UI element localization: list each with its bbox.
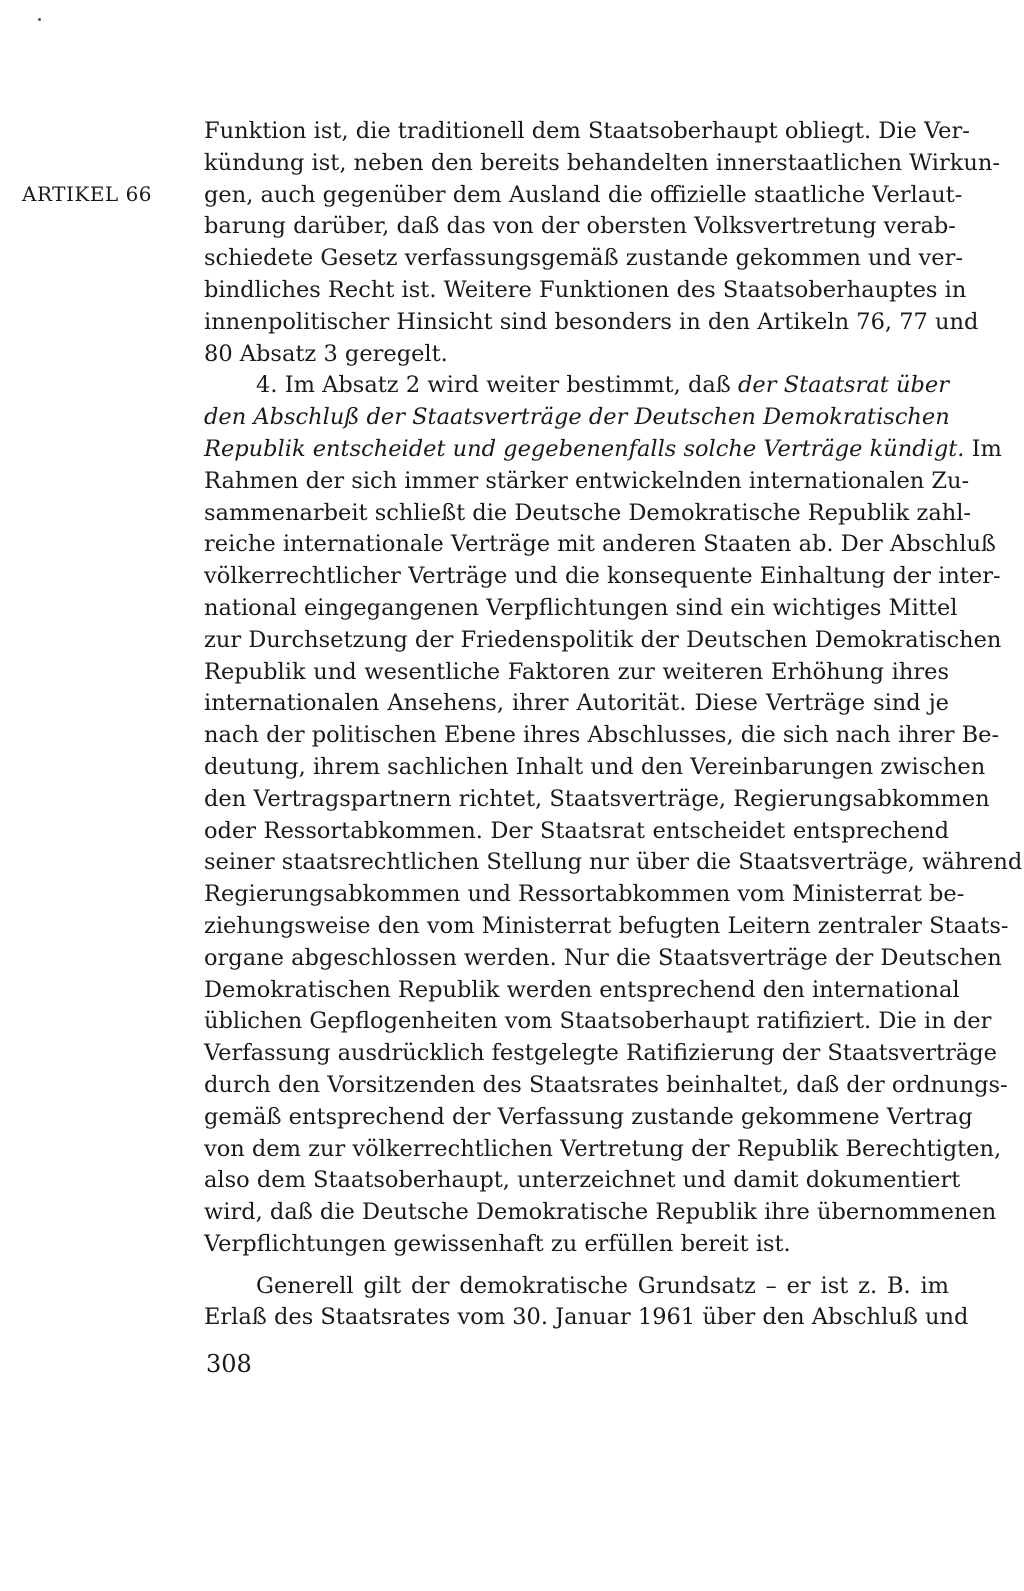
text-segment: 80 Absatz 3 geregelt. <box>204 340 448 367</box>
text-line <box>204 498 972 530</box>
text-segment: Erlaß des Staatsrates vom 30. Januar 1961 über den Abschluß und <box>204 1304 969 1331</box>
text-line <box>204 402 949 434</box>
page-number: 308 <box>206 1350 252 1378</box>
italic-text-segment: der Staatsrat über <box>738 372 950 399</box>
text-segment: nach der politischen Ebene ihres Abschlusses, die sich nach ihrer Be- <box>204 722 1000 749</box>
text-segment: organe abgeschlossen werden. Nur die Staatsverträge der Deutschen <box>204 944 1002 971</box>
text-segment: bindliches Recht ist. Weitere Funktionen des Staatsoberhauptes in <box>204 276 967 303</box>
text-line <box>204 720 1000 752</box>
text-line <box>204 625 1002 657</box>
text-line <box>204 1229 949 1261</box>
text-segment: wird, daß die Deutsche Demokratische Republik ihre übernommenen <box>204 1199 997 1226</box>
text-line <box>204 275 967 307</box>
text-segment: Generell gilt der demokratische Grundsatz – er ist z. B. im <box>256 1272 949 1299</box>
text-segment: schiedete Gesetz verfassungsgemäß zustande gekommen und ver- <box>204 245 963 272</box>
text-segment: reiche internationale Verträge mit anderen Staaten ab. Der Abschluß <box>204 531 996 558</box>
print-speck <box>38 18 41 21</box>
text-segment: Rahmen der sich immer stärker entwickelnden internationalen Zu- <box>204 467 970 494</box>
italic-text-segment: den Abschluß der Staatsverträge der Deutschen Demokratischen <box>204 404 950 431</box>
text-segment: national eingegangenen Verpflichtungen sind ein wichtiges Mittel <box>204 594 958 621</box>
text-segment: Regierungsabkommen und Ressortabkommen vom Ministerrat be- <box>204 881 965 908</box>
text-segment: Republik und wesentliche Faktoren zur weiteren Erhöhung ihres <box>204 658 949 685</box>
text-segment: gen, auch gegenüber dem Ausland die offizielle staatliche Verlaut- <box>204 181 963 208</box>
text-line <box>204 1038 997 1070</box>
text-line <box>204 816 949 848</box>
text-line <box>204 1271 949 1303</box>
text-segment: seiner staatsrechtlichen Stellung nur über die Staatsverträge, während <box>204 849 1023 876</box>
text-line <box>204 1197 997 1229</box>
text-segment: oder Ressortabkommen. Der Staatsrat entscheidet entsprechend <box>204 817 949 844</box>
text-segment: ziehungsweise den vom Ministerrat befugten Leitern zentraler Staats- <box>204 912 1009 939</box>
text-segment: Im <box>964 435 1002 462</box>
text-line <box>204 752 986 784</box>
text-segment: 4. Im Absatz 2 wird weiter bestimmt, daß <box>256 372 739 399</box>
text-segment: Verfassung ausdrücklich festgelegte Ratifizierung der Staatsverträge <box>204 1040 997 1067</box>
text-segment: also dem Staatsoberhaupt, unterzeichnet und damit dokumentiert <box>204 1167 961 1194</box>
text-line <box>204 784 990 816</box>
text-line <box>204 466 970 498</box>
text-segment: völkerrechtlicher Verträge und die konsequente Einhaltung der inter- <box>204 563 1001 590</box>
text-segment: Verpflichtungen gewissenhaft zu erfüllen bereit ist. <box>204 1230 791 1257</box>
text-segment: kündung ist, neben den bereits behandelten innerstaatlichen Wirkun- <box>204 149 1000 176</box>
text-line <box>204 339 949 371</box>
text-line <box>204 688 949 720</box>
text-segment: üblichen Gepflogenheiten vom Staatsoberhaupt ratifiziert. Die in der <box>204 1008 992 1035</box>
text-line <box>204 911 1009 943</box>
text-line <box>204 1070 1008 1102</box>
text-line <box>204 943 1002 975</box>
text-segment: durch den Vorsitzenden des Staatsrates beinhaltet, daß der ordnungs- <box>204 1071 1008 1098</box>
text-segment: von dem zur völkerrechtlichen Vertretung der Republik Berechtigten, <box>204 1135 1002 1162</box>
text-line <box>204 879 965 911</box>
text-line <box>204 975 960 1007</box>
text-segment: deutung, ihrem sachlichen Inhalt und den Vereinbarungen zwischen <box>204 753 986 780</box>
text-line <box>204 434 1002 466</box>
text-line <box>204 561 1001 593</box>
text-line <box>204 180 963 212</box>
text-segment: Demokratischen Republik werden entsprechend den international <box>204 976 960 1003</box>
margin-article-label: ARTIKEL 66 <box>22 182 153 206</box>
text-line <box>204 1006 992 1038</box>
text-segment: innenpolitischer Hinsicht sind besonders in den Artikeln 76, 77 und <box>204 308 979 335</box>
text-line <box>204 1302 969 1334</box>
text-line <box>204 1165 961 1197</box>
text-line <box>204 307 979 339</box>
text-line <box>204 211 956 243</box>
text-line <box>204 116 970 148</box>
text-line <box>204 657 949 689</box>
text-line <box>204 529 996 561</box>
text-segment: sammenarbeit schließt die Deutsche Demokratische Republik zahl- <box>204 499 972 526</box>
text-segment: barung darüber, daß das von der obersten Volksvertretung verab- <box>204 213 956 240</box>
text-segment: den Vertragspartnern richtet, Staatsverträge, Regierungsabkommen <box>204 785 990 812</box>
text-segment: gemäß entsprechend der Verfassung zustande gekommene Vertrag <box>204 1103 973 1130</box>
italic-text-segment: Republik entscheidet und gegebenenfalls solche Verträge kündigt. <box>204 435 965 462</box>
text-line <box>204 1134 1002 1166</box>
text-segment: zur Durchsetzung der Friedenspolitik der Deutschen Demokratischen <box>204 626 1002 653</box>
text-line <box>204 593 958 625</box>
text-line <box>204 148 1000 180</box>
body-text <box>204 116 1023 1334</box>
text-segment: internationalen Ansehens, ihrer Autorität. Diese Verträge sind je <box>204 690 949 717</box>
text-line <box>204 847 1023 879</box>
text-line <box>204 1102 973 1134</box>
text-segment: Funktion ist, die traditionell dem Staatsoberhaupt obliegt. Die Ver- <box>204 118 970 144</box>
text-line <box>204 243 963 275</box>
text-line <box>204 370 949 402</box>
